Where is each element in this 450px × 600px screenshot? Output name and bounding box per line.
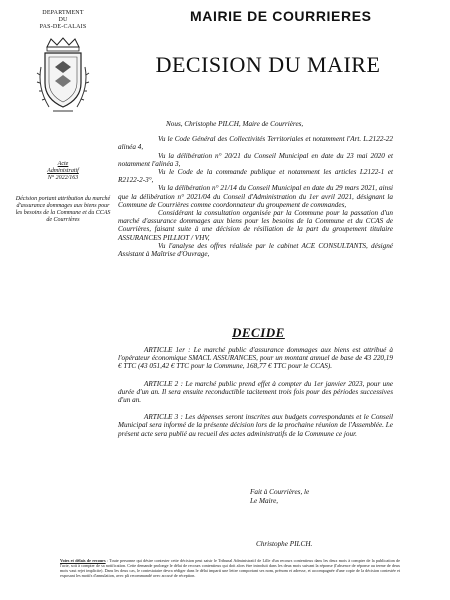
- preamble-paragraph: Vu le Code de la commande publique et notamment les articles L2122-1 et R2122-2-3°,: [118, 168, 393, 185]
- preamble-paragraph: Vu le Code Général des Collectivités Territoriales et notamment l'Art. L.2122-22 alinéa 4,: [118, 135, 393, 152]
- department-line: DEPARTMENT: [42, 10, 84, 16]
- signature-place-date: [250, 488, 309, 506]
- fait-line: Fait à Courrières, le: [250, 488, 310, 496]
- appeal-text: : Toute personne qui désire contester cette décision peut saisir le Tribunal Administratif de Lille d'un recours contentieux dans les deux mois à compter de la publication de l'acte, soit à compter de sa notification. Cette demande prolonge le délai de recours contentieux qui doit alors être introduit dans les deux mois suivant la réponse (l'absence de réponse au terme de deux mois vaut rejet implicite). Dans les deux cas, le contestataire devra rédiger dans le délai imparti une lettre comportant ses nom, prénom et adresse, et accompagnée d'une copie de la décision contestée et exposant les motifs d'annulation, avec pli recommandé avec accusé de réception.: [60, 558, 400, 578]
- acte-type: Administratif: [47, 168, 79, 174]
- preamble-intro: Nous, Christophe PILCH, Maire de Courrières,: [166, 120, 304, 128]
- acte-number: N° 2022/163: [47, 175, 79, 181]
- preamble-paragraph: Vu l'analyse des offres réalisée par le cabinet ACE CONSULTANTS, désigné Assistant à Maîtrise d'Ouvrage,: [118, 241, 393, 259]
- articles: [118, 346, 393, 447]
- acte-block: [8, 161, 118, 182]
- page-title: DECISION DU MAIRE: [155, 52, 381, 77]
- department-line: PAS-DE-CALAIS: [39, 24, 87, 30]
- article-1: ARTICLE 1er : Le marché public d'assurance dommages aux biens est attribué à l'opérateur économique SMACL ASSURANCES, pour un montant annuel de base de 43 220,19 € TTC (43 051,42 € TTC pour la Commune, 168,77 € TTC pour le CCAS).: [118, 346, 393, 371]
- article-2: ARTICLE 2 : Le marché public prend effet à compter du 1er janvier 2023, pour une durée d'un an. Il sera ensuite reconductible tacitement trois fois pour des périodes successives d'un an.: [118, 379, 393, 405]
- article-3: ARTICLE 3 : Les dépenses seront inscrites aux budgets correspondants et le Conseil Municipal sera informé de la présente décision lors de la prochaine réunion de l'Assemblée. Le présent acte sera publié au recueil des actes administratifs de la Commune ce jour.: [118, 413, 393, 438]
- decide-heading: DECIDE: [232, 325, 285, 340]
- decision-subject: Décision portant attribution du marché d'assurance dommages aux biens pour les besoins de la Commune et du CCAS de Courrières: [15, 196, 111, 223]
- appeal-label: Voies et délais de recours: [60, 558, 106, 563]
- acte-label: Acte: [57, 161, 69, 167]
- preamble-paragraph: Vu la délibération n° 21/14 du Conseil Municipal en date du 29 mars 2021, ainsi que la délibération n° 2021/04 du Conseil d'Administration du 1er avril 2021, désignant la Commune de Courrières comme coordonnateur du groupement de commandes,: [118, 184, 393, 209]
- preamble-paragraph: Considérant la consultation organisée par la Commune pour la passation d'un marché d'assurance dommages aux biens pour les besoins de la Commune et du CCAS de Courrières, faisant suite à une décision de résiliation de la part du groupement titulaire ASSURANCES PILLIOT / VHV,: [118, 209, 393, 242]
- sidebar: [8, 10, 118, 224]
- appeal-notice: [60, 558, 400, 578]
- preamble-paragraph: Vu la délibération n° 20/21 du Conseil Municipal en date du 23 mai 2020 et notamment l'alinéa 3,: [118, 151, 393, 168]
- signatory-name: Christophe PILCH.: [256, 540, 313, 548]
- preamble: [118, 120, 393, 258]
- mayor-role: Le Maire,: [250, 497, 279, 505]
- coat-of-arms-icon: [35, 37, 91, 117]
- department-line: DU: [58, 17, 68, 23]
- mairie-header: MAIRIE DE COURRIERES: [190, 8, 372, 24]
